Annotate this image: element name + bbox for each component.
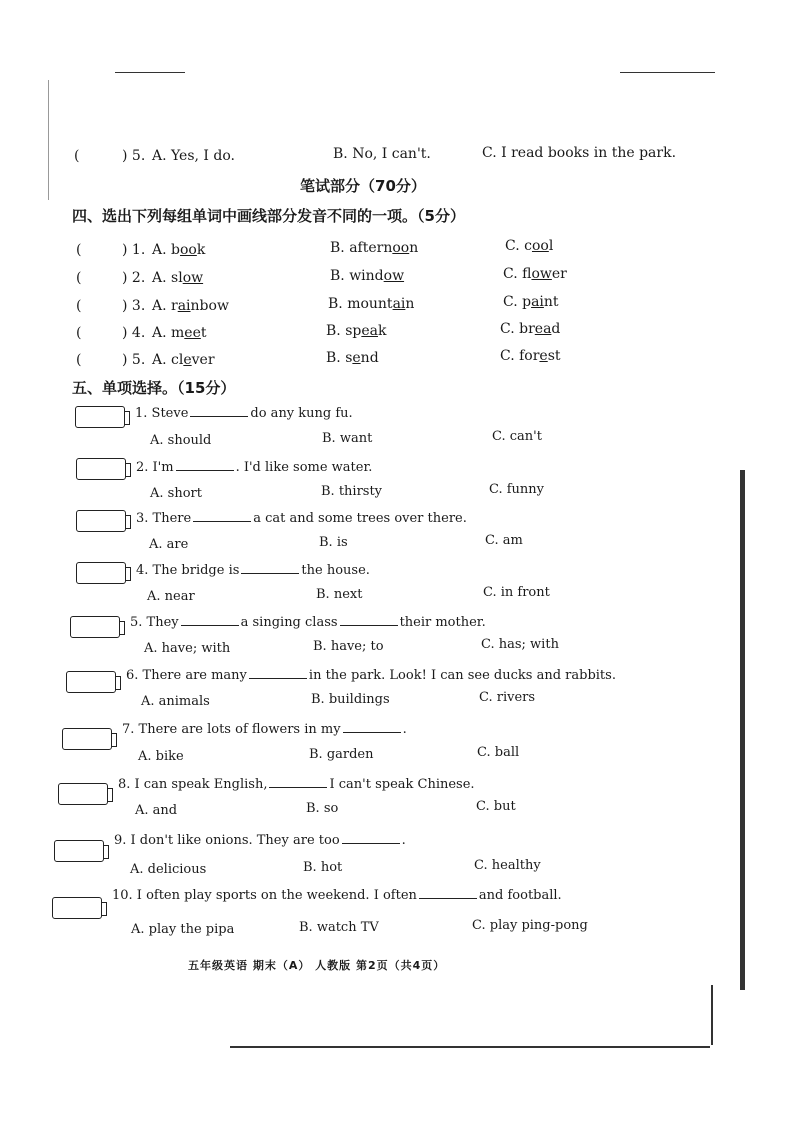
option-c: C. can't <box>492 429 542 444</box>
blank-line <box>340 624 398 626</box>
option-a: A. and <box>135 803 178 818</box>
answer-box[interactable] <box>52 897 102 919</box>
listening-num: ) 5. <box>122 148 146 164</box>
question-stem: the house. <box>301 563 370 578</box>
question-text <box>136 460 372 475</box>
blank-line <box>176 469 234 471</box>
question-stem: 9. I don't like onions. They are too <box>114 833 340 848</box>
option-c: C. play ping-pong <box>472 918 588 933</box>
item-number: ) 4. <box>122 325 146 341</box>
underlined-letters: ee <box>184 325 201 341</box>
question-stem: a singing class <box>240 615 338 630</box>
section-4-heading: 四、选出下列每组单词中画线部分发音不同的一项。（5分） <box>72 207 465 225</box>
option-a: A. near <box>147 589 195 604</box>
question-stem: 6. There are many <box>126 668 247 683</box>
item-number: ) 3. <box>122 298 146 314</box>
blank-line <box>193 520 251 522</box>
section-5-heading: 五、单项选择。（15分） <box>72 379 236 397</box>
option-c: C. am <box>485 533 523 548</box>
option-text: B. sp <box>326 323 362 339</box>
question-text <box>122 722 407 737</box>
option-text: C. for <box>500 348 540 364</box>
option-c: C. healthy <box>474 858 541 873</box>
option-b: B. have; to <box>313 639 384 654</box>
blank-line <box>241 572 299 574</box>
option-b: B. watch TV <box>299 920 379 935</box>
option-b: B. want <box>322 431 373 446</box>
option-c: C. ball <box>477 745 520 760</box>
option-a: A. short <box>150 486 202 501</box>
option-a: A. bike <box>138 749 184 764</box>
option-text: n <box>405 296 415 312</box>
option-c <box>500 348 561 364</box>
option-b <box>328 296 414 312</box>
question-stem: I can't speak Chinese. <box>329 777 475 792</box>
option-text: k <box>196 242 206 258</box>
question-stem: 7. There are lots of flowers in my <box>122 722 341 737</box>
option-a <box>152 352 215 368</box>
question-text <box>130 615 486 630</box>
option-c: C. but <box>476 799 516 814</box>
scan-line-bottom <box>230 1046 710 1048</box>
item-number: ) 2. <box>122 270 146 286</box>
item-number: ) 5. <box>122 352 146 368</box>
underlined-letters: e <box>352 350 361 366</box>
written-part-title: 笔试部分（70分） <box>300 177 426 195</box>
question-stem: . I'd like some water. <box>235 460 373 475</box>
option-b: B. is <box>319 535 348 550</box>
option-a <box>152 242 205 258</box>
option-text: st <box>547 348 561 364</box>
option-text: C. p <box>503 294 532 310</box>
option-a: A. have; with <box>144 641 231 656</box>
underlined-letters: oo <box>392 240 410 256</box>
option-c <box>503 266 567 282</box>
blank-line <box>269 786 327 788</box>
question-stem: 4. The bridge is <box>136 563 240 578</box>
question-text <box>136 563 370 578</box>
option-a: A. should <box>150 433 212 448</box>
option-b: B. thirsty <box>321 484 383 499</box>
question-stem: and football. <box>478 888 562 903</box>
option-text: B. mount <box>328 296 393 312</box>
option-a <box>152 298 229 314</box>
listening-paren: ( <box>74 148 80 164</box>
option-text: A. m <box>152 325 185 341</box>
question-text <box>112 888 562 903</box>
option-text: C. fl <box>503 266 532 282</box>
question-stem: 10. I often play sports on the weekend. I often <box>112 888 417 903</box>
option-text: t <box>200 325 207 341</box>
question-text <box>135 406 353 421</box>
option-text: d <box>551 321 561 337</box>
option-a <box>152 270 203 286</box>
option-text: B. wind <box>330 268 384 284</box>
answer-paren[interactable]: ( <box>76 242 82 258</box>
question-stem: 2. I'm <box>136 460 174 475</box>
listening-option-c: C. I read books in the park. <box>482 145 677 161</box>
underlined-letters: ai <box>531 294 544 310</box>
answer-paren[interactable]: ( <box>76 325 82 341</box>
option-text: B. aftern <box>330 240 393 256</box>
option-c <box>503 294 559 310</box>
option-b <box>330 268 404 284</box>
question-stem: do any kung fu. <box>250 406 353 421</box>
option-c <box>505 238 553 254</box>
option-b <box>330 240 418 256</box>
question-stem: their mother. <box>399 615 486 630</box>
option-text: l <box>548 238 554 254</box>
listening-option-a: A. Yes, I do. <box>152 148 235 164</box>
option-c: C. funny <box>489 482 545 497</box>
question-stem: . <box>401 833 406 848</box>
option-text: A. cl <box>152 352 184 368</box>
option-a <box>152 325 207 341</box>
option-b <box>326 350 379 366</box>
option-b: B. garden <box>309 747 374 762</box>
answer-box[interactable] <box>76 458 126 480</box>
answer-paren[interactable]: ( <box>76 298 82 314</box>
underlined-letters: e <box>539 348 548 364</box>
option-b: B. buildings <box>311 692 390 707</box>
scan-edge-left <box>48 80 49 200</box>
question-stem: 1. Steve <box>135 406 189 421</box>
scan-edge-right-thin <box>711 985 713 1045</box>
question-text <box>136 511 467 526</box>
underlined-letters: ea <box>361 323 378 339</box>
answer-box[interactable] <box>62 728 112 750</box>
answer-paren[interactable]: ( <box>76 352 82 368</box>
blank-line <box>181 624 239 626</box>
option-text: er <box>551 266 567 282</box>
option-text: B. s <box>326 350 353 366</box>
answer-box[interactable] <box>76 510 126 532</box>
option-a: A. animals <box>141 694 210 709</box>
answer-box[interactable] <box>58 783 108 805</box>
scan-line-top-right <box>620 72 715 73</box>
option-text: nt <box>543 294 559 310</box>
answer-paren[interactable]: ( <box>76 270 82 286</box>
underlined-letters: ai <box>177 298 191 314</box>
option-text: A. b <box>152 242 180 258</box>
option-text: C. br <box>500 321 535 337</box>
underlined-letters: oo <box>531 238 549 254</box>
underlined-letters: ow <box>531 266 552 282</box>
option-text: A. r <box>152 298 178 314</box>
option-text: n <box>409 240 419 256</box>
item-number: ) 1. <box>122 242 146 258</box>
underlined-letters: ow <box>383 268 405 284</box>
option-text: nbow <box>190 298 229 314</box>
option-b: B. next <box>316 587 363 602</box>
option-c <box>500 321 560 337</box>
option-text: A. sl <box>152 270 183 286</box>
option-a: A. play the pipa <box>131 922 235 937</box>
answer-box[interactable] <box>70 616 120 638</box>
question-stem: 5. They <box>130 615 179 630</box>
question-stem: 3. There <box>136 511 192 526</box>
question-stem: 8. I can speak English, <box>118 777 268 792</box>
blank-line <box>343 731 401 733</box>
question-text <box>126 668 616 683</box>
answer-box[interactable] <box>76 562 126 584</box>
option-c: C. has; with <box>481 637 559 652</box>
question-stem: in the park. Look! I can see ducks and rabbits. <box>308 668 616 683</box>
blank-line <box>190 415 248 417</box>
scan-edge-right <box>740 470 745 990</box>
option-text: ver <box>191 352 215 368</box>
option-b: B. so <box>306 801 339 816</box>
blank-line <box>419 897 477 899</box>
scan-line-top <box>115 72 185 73</box>
question-text <box>118 777 475 792</box>
answer-box[interactable] <box>75 406 125 428</box>
blank-line <box>249 677 307 679</box>
option-b: B. hot <box>303 860 343 875</box>
option-c: C. in front <box>483 585 550 600</box>
question-stem: a cat and some trees over there. <box>253 511 467 526</box>
option-text: k <box>377 323 387 339</box>
underlined-letters: ai <box>392 296 406 312</box>
blank-line <box>342 842 400 844</box>
option-b <box>326 323 386 339</box>
option-text: nd <box>360 350 379 366</box>
question-stem: . <box>402 722 407 737</box>
question-text <box>114 833 406 848</box>
option-a: A. delicious <box>130 862 207 877</box>
listening-option-b: B. No, I can't. <box>333 146 431 162</box>
page-footer: 五年级英语 期末（A） 人教版 第2页（共4页） <box>188 959 446 972</box>
underlined-letters: e <box>183 352 192 368</box>
underlined-letters: oo <box>179 242 197 258</box>
option-a: A. are <box>149 537 189 552</box>
underlined-letters: ea <box>534 321 552 337</box>
answer-box[interactable] <box>66 671 116 693</box>
answer-box[interactable] <box>54 840 104 862</box>
option-text: C. c <box>505 238 532 254</box>
option-c: C. rivers <box>479 690 536 705</box>
underlined-letters: ow <box>182 270 204 286</box>
